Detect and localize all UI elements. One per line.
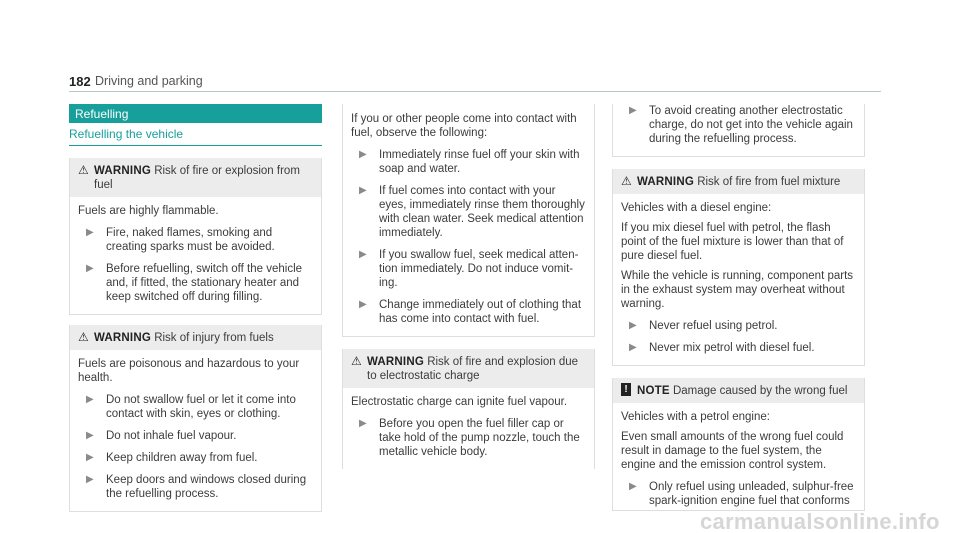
arrow-right-icon: ▶ bbox=[629, 342, 637, 353]
warning-box-injury bbox=[69, 325, 322, 512]
list-item: ▶ Change immediately out of clothing that has come into contact with fuel. bbox=[359, 299, 582, 325]
warning-title: Risk of injury from fuels bbox=[154, 332, 274, 344]
list-item: ▶ Do not inhale fuel vapour. bbox=[86, 430, 237, 442]
arrow-right-icon: ▶ bbox=[359, 149, 367, 160]
arrow-right-icon: ▶ bbox=[86, 263, 94, 274]
warning-box-fuel-mixture bbox=[612, 169, 865, 366]
list-item: ▶ Before you open the fuel filler cap or take hold of the pump nozzle, touch the metallic vehicle body. bbox=[359, 418, 580, 458]
arrow-right-icon: ▶ bbox=[86, 394, 94, 405]
warning-title: Risk of fire from fuel mixture bbox=[697, 176, 841, 188]
warning-intro: Fuels are poisonous and hazardous to your health. bbox=[78, 358, 300, 384]
warning-triangle-icon: ⚠ bbox=[78, 163, 89, 177]
list-item: ▶ If you swallow fuel, seek medical atten-tion immediately. Do not induce vomit-ing. bbox=[359, 249, 579, 289]
warning-body bbox=[613, 194, 864, 365]
arrow-right-icon: ▶ bbox=[359, 185, 367, 196]
warning-continuation bbox=[612, 104, 865, 157]
arrow-right-icon: ▶ bbox=[629, 320, 637, 331]
warning-title: Risk of fire or explosion from fuel bbox=[94, 165, 300, 191]
column-3 bbox=[612, 104, 865, 511]
note-title: Damage caused by the wrong fuel bbox=[672, 385, 848, 397]
list-item: ▶ Keep doors and windows closed during the refuelling process. bbox=[86, 474, 307, 500]
arrow-right-icon: ▶ bbox=[629, 105, 637, 116]
arrow-right-icon: ▶ bbox=[86, 227, 94, 238]
warning-continuation bbox=[342, 104, 595, 337]
list-item: ▶ Only refuel using unleaded, sulphur-free spark-ignition engine fuel that conforms bbox=[629, 481, 854, 507]
warning-triangle-icon: ⚠ bbox=[621, 174, 632, 188]
list-item: ▶ Never mix petrol with diesel fuel. bbox=[629, 342, 815, 354]
arrow-right-icon: ▶ bbox=[86, 430, 94, 441]
arrow-right-icon: ▶ bbox=[86, 452, 94, 463]
column-2 bbox=[342, 104, 595, 469]
list-item: ▶ Immediately rinse fuel off your skin with soap and water. bbox=[359, 149, 580, 175]
arrow-right-icon: ▶ bbox=[359, 299, 367, 310]
warning-header bbox=[70, 158, 321, 197]
warning-paragraph: Vehicles with a diesel engine: bbox=[621, 202, 772, 214]
warning-paragraph: If you mix diesel fuel with petrol, the flash point of the fuel mixture is lower than that of pure diesel fuel. bbox=[621, 222, 844, 262]
warning-header bbox=[70, 325, 321, 350]
warning-keyword: WARNING bbox=[94, 332, 151, 344]
warning-body bbox=[70, 350, 321, 511]
warning-header bbox=[613, 169, 864, 194]
warning-box-fire-explosion bbox=[69, 158, 322, 315]
continuation-intro: If you or other people come into contact with fuel, observe the following: bbox=[351, 113, 577, 139]
exclamation-icon: ! bbox=[621, 383, 631, 396]
warning-body bbox=[70, 197, 321, 314]
warning-triangle-icon: ⚠ bbox=[78, 330, 89, 344]
arrow-right-icon: ▶ bbox=[629, 481, 637, 492]
section-title: Refuelling bbox=[69, 104, 322, 123]
warning-header bbox=[343, 349, 594, 388]
list-item: ▶ Keep children away from fuel. bbox=[86, 452, 258, 464]
warning-triangle-icon: ⚠ bbox=[351, 354, 362, 368]
arrow-right-icon: ▶ bbox=[86, 474, 94, 485]
warning-keyword: WARNING bbox=[367, 356, 424, 368]
warning-keyword: WARNING bbox=[94, 165, 151, 177]
note-body bbox=[613, 403, 864, 510]
note-paragraph: Vehicles with a petrol engine: bbox=[621, 411, 770, 423]
note-paragraph: Even small amounts of the wrong fuel could result in damage to the fuel system, the engine and the emission control system. bbox=[621, 431, 844, 471]
warning-title: Risk of fire and explosion due to electrostatic charge bbox=[367, 356, 579, 382]
column-1 bbox=[69, 104, 322, 512]
watermark-logo: carmanualsonline.info bbox=[700, 509, 940, 533]
list-item: ▶ Fire, naked flames, smoking and creating sparks must be avoided. bbox=[86, 227, 275, 253]
note-box-wrong-fuel bbox=[612, 378, 865, 511]
warning-paragraph: While the vehicle is running, component parts in the exhaust system may overheat without warning. bbox=[621, 270, 854, 310]
list-item: ▶ Never refuel using petrol. bbox=[629, 320, 778, 332]
warning-box-electrostatic bbox=[342, 349, 595, 469]
arrow-right-icon: ▶ bbox=[359, 249, 367, 260]
page-number: 182 bbox=[69, 74, 91, 89]
subsection-title: Refuelling the vehicle bbox=[69, 127, 322, 146]
arrow-right-icon: ▶ bbox=[359, 418, 367, 429]
warning-keyword: WARNING bbox=[637, 176, 694, 188]
header-rule bbox=[69, 91, 881, 92]
note-header bbox=[613, 378, 864, 403]
list-item: ▶ To avoid creating another electrostatic charge, do not get into the vehicle again during the refuelling process. bbox=[629, 105, 853, 145]
list-item: ▶ Before refuelling, switch off the vehicle and, if fitted, the stationary heater and keep switched off during filling. bbox=[86, 263, 303, 303]
note-keyword: NOTE bbox=[637, 385, 670, 397]
warning-intro: Electrostatic charge can ignite fuel vapour. bbox=[351, 396, 568, 408]
list-item: ▶ If fuel comes into contact with your eyes, immediately rinse them thoroughly with clean water. Seek medical attention immediately. bbox=[359, 185, 585, 239]
page-header: Driving and parking bbox=[95, 74, 203, 88]
warning-intro: Fuels are highly flammable. bbox=[78, 205, 219, 217]
warning-body bbox=[343, 388, 594, 469]
list-item: ▶ Do not swallow fuel or let it come into contact with skin, eyes or clothing. bbox=[86, 394, 296, 420]
